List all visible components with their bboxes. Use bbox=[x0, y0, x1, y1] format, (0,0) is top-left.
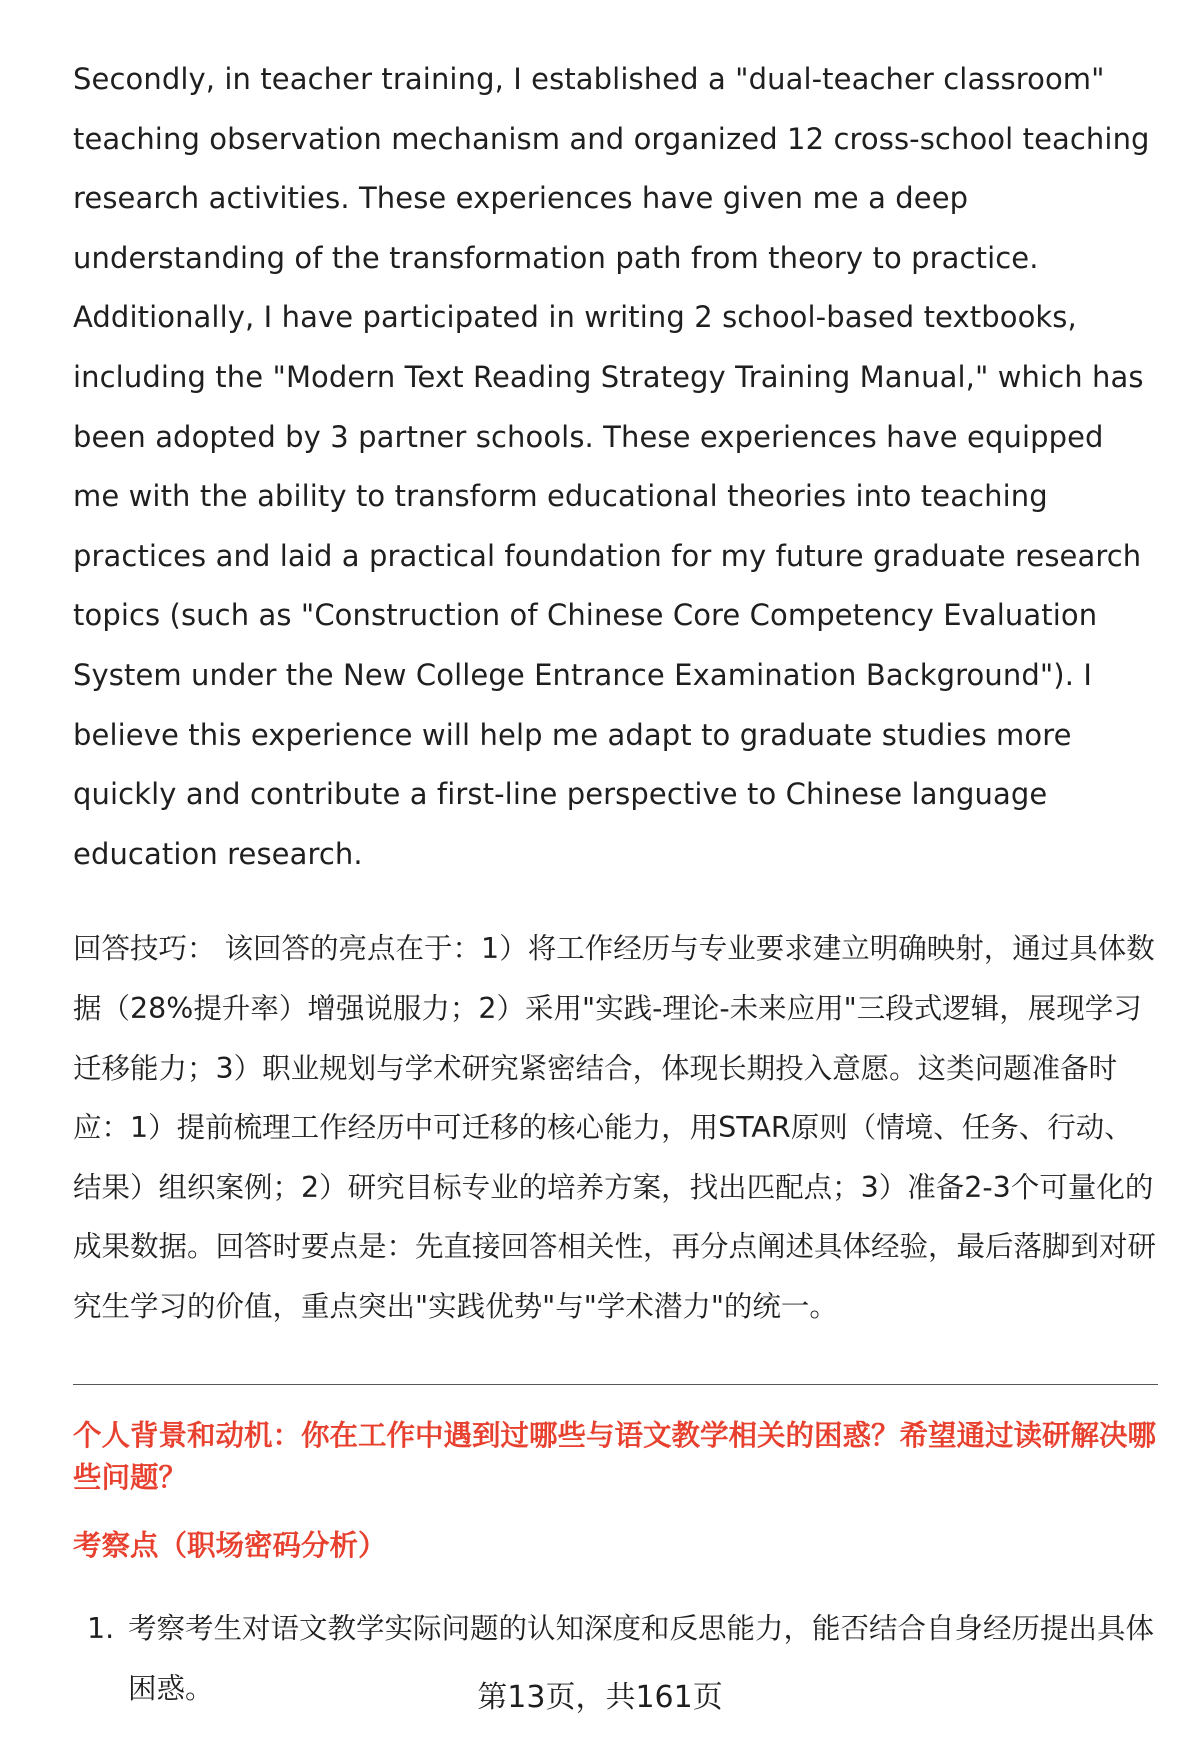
page-number-footer: 第13页，共161页 bbox=[477, 1680, 723, 1715]
list-item-text: 考察考生对语文教学实际问题的认知深度和反思能力，能否结合自身经历提出具体困惑。 bbox=[128, 1612, 1155, 1706]
list-item-number: 1. bbox=[87, 1612, 115, 1646]
answer-tips-paragraph: 回答技巧： 该回答的亮点在于：1）将工作经历与专业要求建立明确映射，通过具体数据（28%提升率）增强说服力；2）采用"实践-理论-未来应用"三段式逻辑，展现学习迁移能力；3）职业规划与学术研究紧密结合，体现长期投入意愿。这类问题准备时应：1）提前梳理工作经历中可迁移的核心能力，用STAR原则（情境、任务、行动、结果）组织案例；2）研究目标专业的培养方案，找出匹配点；3）准备2-3个可量化的成果数据。回答时要点是：先直接回答相关性，再分点阐述具体经验，最后落脚到对研究生学习的价值，重点突出"实践优势"与"学术潜力"的统一。 bbox=[73, 932, 1157, 1323]
exam-points-heading: 考察点（职场密码分析） bbox=[73, 1529, 387, 1563]
section-divider bbox=[73, 1384, 1158, 1385]
page-content bbox=[73, 50, 1158, 1719]
question-heading: 个人背景和动机：你在工作中遇到过哪些与语文教学相关的困惑？希望通过读研解决哪些问题？ bbox=[73, 1419, 1157, 1495]
english-answer-paragraph: Secondly, in teacher training, I established a "dual-teacher classroom" teaching observation mechanism and organized 12 cross-school teaching research activities. These experiences have given me a deep understanding of the transformation path from theory to practice. Additionally, I have participated in writing 2 school-based textbooks, including the "Modern Text Reading Strategy Training Manual," which has been adopted by 3 partner schools. These experiences have equipped me with the ability to transform educational theories into teaching practices and laid a practical foundation for my future graduate research topics (such as "Construction of Chinese Core Competency Evaluation System under the New College Entrance Examination Background"). I believe this experience will help me adapt to graduate studies more quickly and contribute a first-line perspective to Chinese language education research. bbox=[73, 62, 1150, 871]
